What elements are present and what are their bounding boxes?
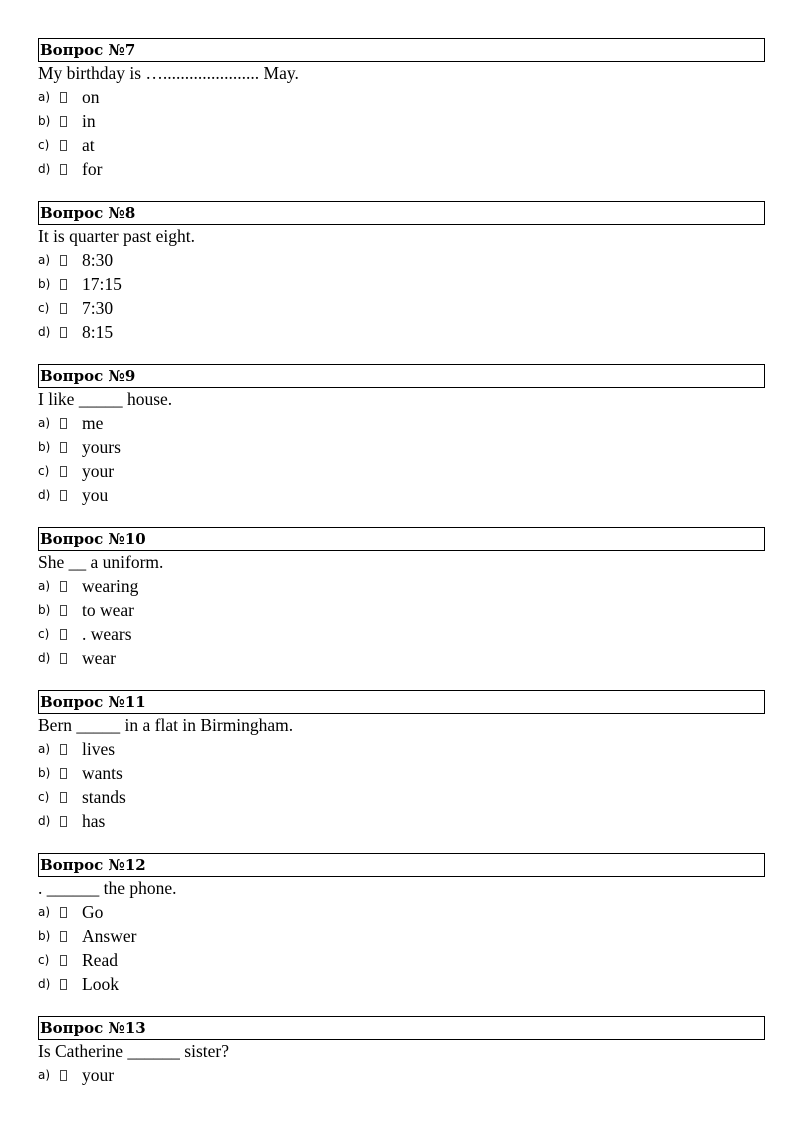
option-letter: d) bbox=[38, 651, 51, 665]
checkbox-icon[interactable] bbox=[60, 979, 67, 990]
checkbox-icon[interactable] bbox=[60, 653, 67, 664]
checkbox-icon[interactable] bbox=[60, 931, 67, 942]
checkbox-icon[interactable] bbox=[60, 816, 67, 827]
option-letter: b) bbox=[38, 440, 51, 454]
option-letter: a) bbox=[38, 742, 51, 756]
option-text: on bbox=[82, 87, 100, 107]
checkbox-icon[interactable] bbox=[60, 629, 67, 640]
checkbox-icon[interactable] bbox=[60, 164, 67, 175]
checkbox-icon[interactable] bbox=[60, 768, 67, 779]
checkbox-icon[interactable] bbox=[60, 442, 67, 453]
checkbox-icon[interactable] bbox=[60, 744, 67, 755]
question-block bbox=[38, 853, 765, 996]
checkbox-icon[interactable] bbox=[60, 466, 67, 477]
option-text: Look bbox=[82, 974, 119, 994]
question-text: Is Catherine ______ sister? bbox=[38, 1041, 229, 1061]
question-block bbox=[38, 364, 765, 507]
answer-option[interactable] bbox=[38, 459, 765, 483]
answer-option[interactable] bbox=[38, 646, 765, 670]
option-letter: b) bbox=[38, 277, 51, 291]
option-letter: d) bbox=[38, 325, 51, 339]
option-letter: c) bbox=[38, 301, 50, 315]
question-header: Вопрос №7 bbox=[38, 38, 765, 62]
answer-option[interactable] bbox=[38, 248, 765, 272]
option-text: Answer bbox=[82, 926, 137, 946]
question-block bbox=[38, 201, 765, 344]
answer-option[interactable] bbox=[38, 574, 765, 598]
checkbox-icon[interactable] bbox=[60, 92, 67, 103]
question-header: Вопрос №9 bbox=[38, 364, 765, 388]
answer-option[interactable] bbox=[38, 972, 765, 996]
checkbox-icon[interactable] bbox=[60, 581, 67, 592]
option-text: your bbox=[82, 461, 115, 481]
checkbox-icon[interactable] bbox=[60, 418, 67, 429]
answer-option[interactable] bbox=[38, 622, 765, 646]
option-letter: d) bbox=[38, 488, 51, 502]
option-letter: b) bbox=[38, 603, 51, 617]
checkbox-icon[interactable] bbox=[60, 955, 67, 966]
option-text: has bbox=[82, 811, 106, 831]
question-block bbox=[38, 527, 765, 670]
option-text: me bbox=[82, 413, 104, 433]
question-text: . ______ the phone. bbox=[38, 878, 177, 898]
answer-option[interactable] bbox=[38, 785, 765, 809]
option-letter: b) bbox=[38, 929, 51, 943]
answer-option[interactable] bbox=[38, 320, 765, 344]
option-letter: c) bbox=[38, 138, 50, 152]
answer-option[interactable] bbox=[38, 85, 765, 109]
question-text: It is quarter past eight. bbox=[38, 226, 195, 246]
question-block bbox=[38, 38, 765, 181]
option-letter: b) bbox=[38, 766, 51, 780]
answer-option[interactable] bbox=[38, 924, 765, 948]
question-header: Вопрос №12 bbox=[38, 853, 765, 877]
option-text: stands bbox=[82, 787, 126, 807]
option-letter: a) bbox=[38, 416, 51, 430]
answer-option[interactable] bbox=[38, 296, 765, 320]
checkbox-icon[interactable] bbox=[60, 327, 67, 338]
answer-option[interactable] bbox=[38, 598, 765, 622]
checkbox-icon[interactable] bbox=[60, 1070, 67, 1081]
checkbox-icon[interactable] bbox=[60, 605, 67, 616]
option-text: Go bbox=[82, 902, 104, 922]
question-text: I like _____ house. bbox=[38, 389, 173, 409]
question-header: Вопрос №8 bbox=[38, 201, 765, 225]
option-letter: a) bbox=[38, 905, 51, 919]
option-text: in bbox=[82, 111, 96, 131]
checkbox-icon[interactable] bbox=[60, 490, 67, 501]
checkbox-icon[interactable] bbox=[60, 792, 67, 803]
answer-option[interactable] bbox=[38, 483, 765, 507]
answer-option[interactable] bbox=[38, 737, 765, 761]
option-text: you bbox=[82, 485, 109, 505]
option-text: . wears bbox=[82, 624, 132, 644]
question-header: Вопрос №11 bbox=[38, 690, 765, 714]
answer-option[interactable] bbox=[38, 761, 765, 785]
option-text: Read bbox=[82, 950, 118, 970]
question-block bbox=[38, 1016, 765, 1087]
option-text: to wear bbox=[82, 600, 134, 620]
option-text: lives bbox=[82, 739, 116, 759]
option-text: 8:30 bbox=[82, 250, 114, 270]
answer-option[interactable] bbox=[38, 1063, 765, 1087]
option-text: wear bbox=[82, 648, 117, 668]
option-text: for bbox=[82, 159, 103, 179]
question-text: Bern _____ in a flat in Birmingham. bbox=[38, 715, 294, 735]
option-letter: d) bbox=[38, 162, 51, 176]
option-letter: a) bbox=[38, 90, 51, 104]
answer-option[interactable] bbox=[38, 109, 765, 133]
answer-option[interactable] bbox=[38, 411, 765, 435]
question-text: She __ a uniform. bbox=[38, 552, 164, 572]
checkbox-icon[interactable] bbox=[60, 279, 67, 290]
option-text: 7:30 bbox=[82, 298, 114, 318]
option-letter: d) bbox=[38, 977, 51, 991]
answer-option[interactable] bbox=[38, 272, 765, 296]
option-text: 17:15 bbox=[82, 274, 122, 294]
option-letter: a) bbox=[38, 1068, 51, 1082]
question-header: Вопрос №10 bbox=[38, 527, 765, 551]
option-letter: a) bbox=[38, 253, 51, 267]
option-letter: c) bbox=[38, 627, 50, 641]
option-letter: a) bbox=[38, 579, 51, 593]
option-letter: c) bbox=[38, 790, 50, 804]
quiz-page bbox=[38, 38, 765, 1107]
option-letter: c) bbox=[38, 464, 50, 478]
option-text: your bbox=[82, 1065, 115, 1085]
option-letter: d) bbox=[38, 814, 51, 828]
question-block bbox=[38, 690, 765, 833]
answer-option[interactable] bbox=[38, 948, 765, 972]
checkbox-icon[interactable] bbox=[60, 303, 67, 314]
option-text: wearing bbox=[82, 576, 139, 596]
option-text: at bbox=[82, 135, 95, 155]
checkbox-icon[interactable] bbox=[60, 255, 67, 266]
checkbox-icon[interactable] bbox=[60, 116, 67, 127]
option-text: yours bbox=[82, 437, 121, 457]
question-header: Вопрос №13 bbox=[38, 1016, 765, 1040]
checkbox-icon[interactable] bbox=[60, 907, 67, 918]
option-letter: c) bbox=[38, 953, 50, 967]
answer-option[interactable] bbox=[38, 157, 765, 181]
option-text: wants bbox=[82, 763, 123, 783]
question-text: My birthday is …...................... May. bbox=[38, 63, 299, 83]
answer-option[interactable] bbox=[38, 809, 765, 833]
checkbox-icon[interactable] bbox=[60, 140, 67, 151]
answer-option[interactable] bbox=[38, 133, 765, 157]
option-letter: b) bbox=[38, 114, 51, 128]
answer-option[interactable] bbox=[38, 900, 765, 924]
answer-option[interactable] bbox=[38, 435, 765, 459]
option-text: 8:15 bbox=[82, 322, 114, 342]
